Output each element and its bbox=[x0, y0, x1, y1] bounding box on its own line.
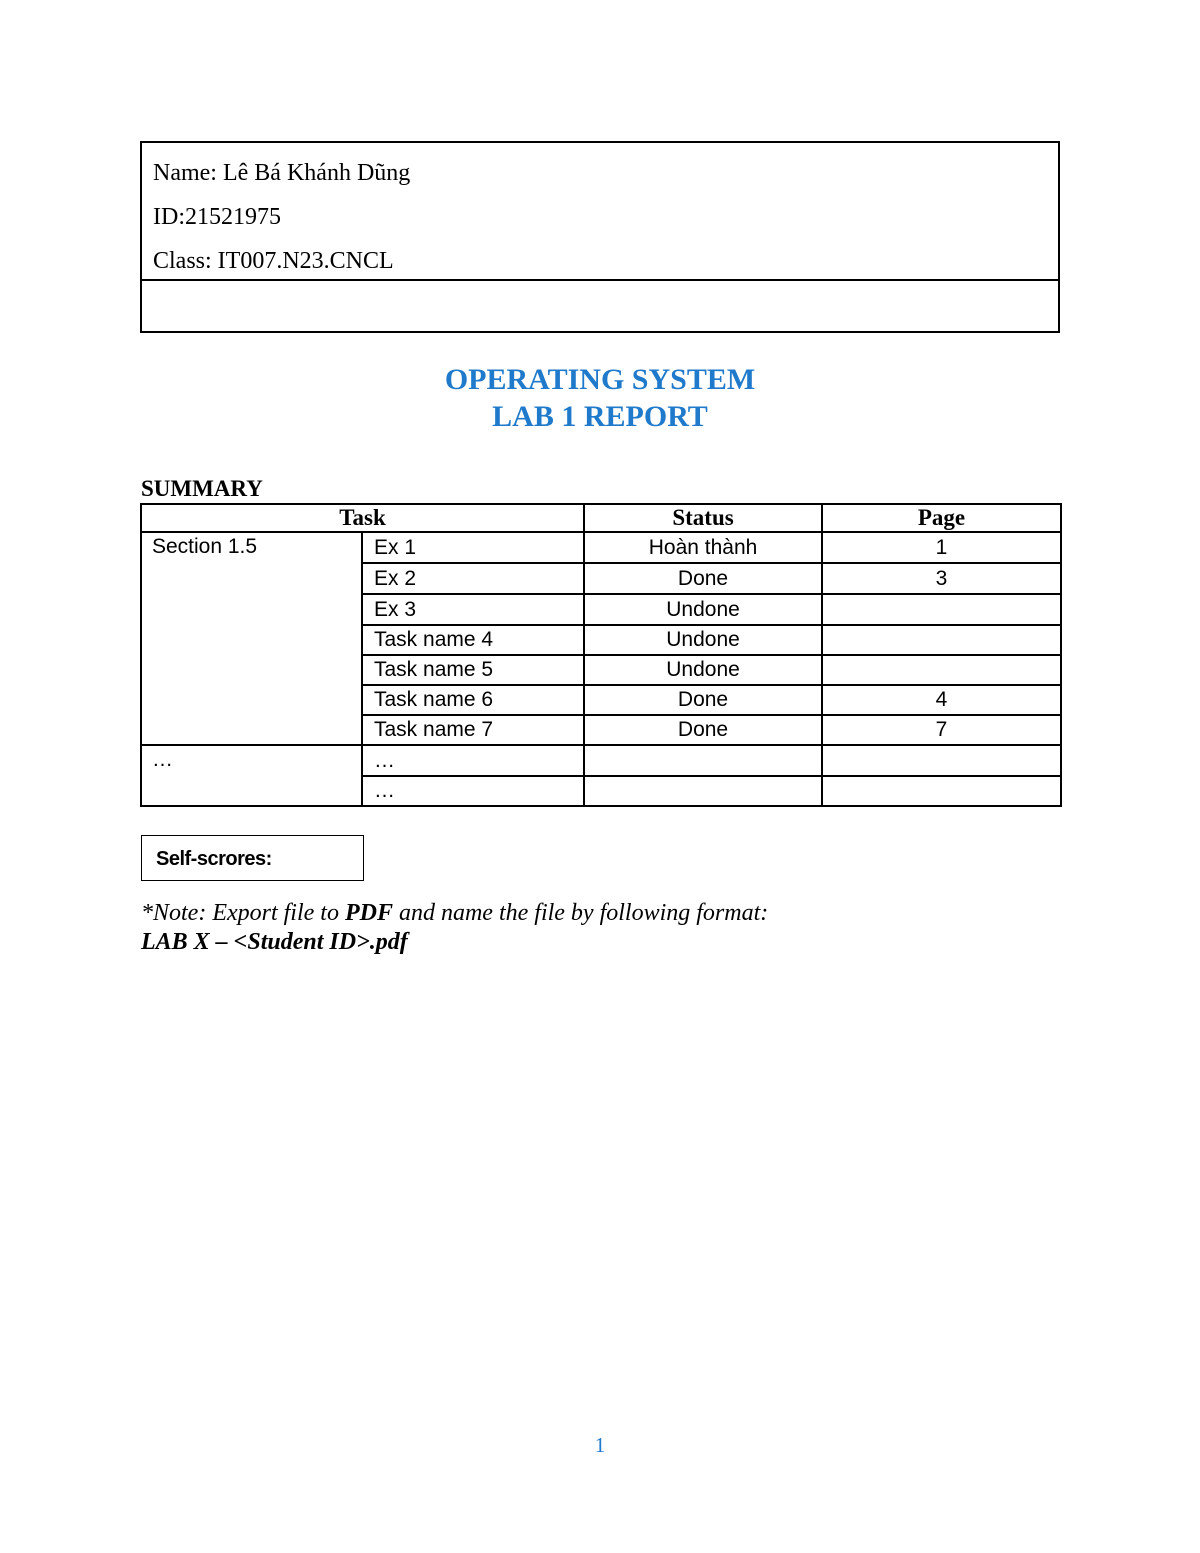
student-name-label: Name: bbox=[153, 160, 223, 186]
status-cell: Undone bbox=[584, 594, 822, 625]
page-number: 1 bbox=[594, 1433, 606, 1457]
export-note bbox=[141, 898, 768, 928]
export-note-text-c: and name the file by following format: bbox=[392, 900, 769, 926]
page-cell bbox=[822, 594, 1061, 625]
task-cell: Task name 4 bbox=[362, 625, 584, 655]
status-cell: Done bbox=[584, 685, 822, 715]
page-cell: 4 bbox=[822, 685, 1061, 715]
status-cell: Undone bbox=[584, 625, 822, 655]
export-note-text-a: *Note: Export file to bbox=[141, 900, 345, 926]
status-cell: Undone bbox=[584, 655, 822, 685]
task-cell: Ex 1 bbox=[362, 532, 584, 563]
status-cell: Hoàn thành bbox=[584, 532, 822, 563]
task-cell: Task name 6 bbox=[362, 685, 584, 715]
summary-heading: SUMMARY bbox=[141, 476, 263, 501]
report-title-line2: LAB 1 REPORT bbox=[492, 400, 708, 433]
status-cell: Done bbox=[584, 563, 822, 594]
header-task: Task bbox=[141, 504, 584, 532]
page-cell bbox=[822, 776, 1061, 806]
table-row bbox=[141, 745, 1061, 776]
section-cell: … bbox=[141, 745, 362, 806]
summary-table bbox=[140, 503, 1062, 807]
page-cell: 7 bbox=[822, 715, 1061, 745]
page-cell bbox=[822, 745, 1061, 776]
page-cell: 3 bbox=[822, 563, 1061, 594]
student-info-top bbox=[142, 143, 1058, 281]
task-cell: Task name 7 bbox=[362, 715, 584, 745]
student-class-line: Class: IT007.N23.CNCL bbox=[153, 248, 394, 274]
student-name-value: Lê Bá Khánh Dũng bbox=[222, 160, 411, 186]
student-id-line: ID:21521975 bbox=[153, 204, 281, 230]
task-cell: … bbox=[362, 745, 584, 776]
page-cell: 1 bbox=[822, 532, 1061, 563]
student-name-line bbox=[153, 151, 1058, 195]
page-cell bbox=[822, 655, 1061, 685]
task-cell: Ex 3 bbox=[362, 594, 584, 625]
header-status: Status bbox=[584, 504, 822, 532]
task-cell: … bbox=[362, 776, 584, 806]
report-title-line1: OPERATING SYSTEM bbox=[444, 363, 756, 396]
summary-header-row bbox=[141, 504, 1061, 532]
status-cell bbox=[584, 776, 822, 806]
task-cell: Ex 2 bbox=[362, 563, 584, 594]
student-info-box bbox=[140, 141, 1060, 333]
filename-format: LAB X – <Student ID>.pdf bbox=[141, 929, 408, 955]
section-cell: Section 1.5 bbox=[141, 532, 362, 745]
page-cell bbox=[822, 625, 1061, 655]
self-scores-box: Self-scrores: bbox=[141, 835, 364, 881]
status-cell bbox=[584, 745, 822, 776]
header-page: Page bbox=[822, 504, 1061, 532]
task-cell: Task name 5 bbox=[362, 655, 584, 685]
status-cell: Done bbox=[584, 715, 822, 745]
table-row bbox=[141, 532, 1061, 563]
export-note-pdf: PDF bbox=[344, 900, 393, 926]
